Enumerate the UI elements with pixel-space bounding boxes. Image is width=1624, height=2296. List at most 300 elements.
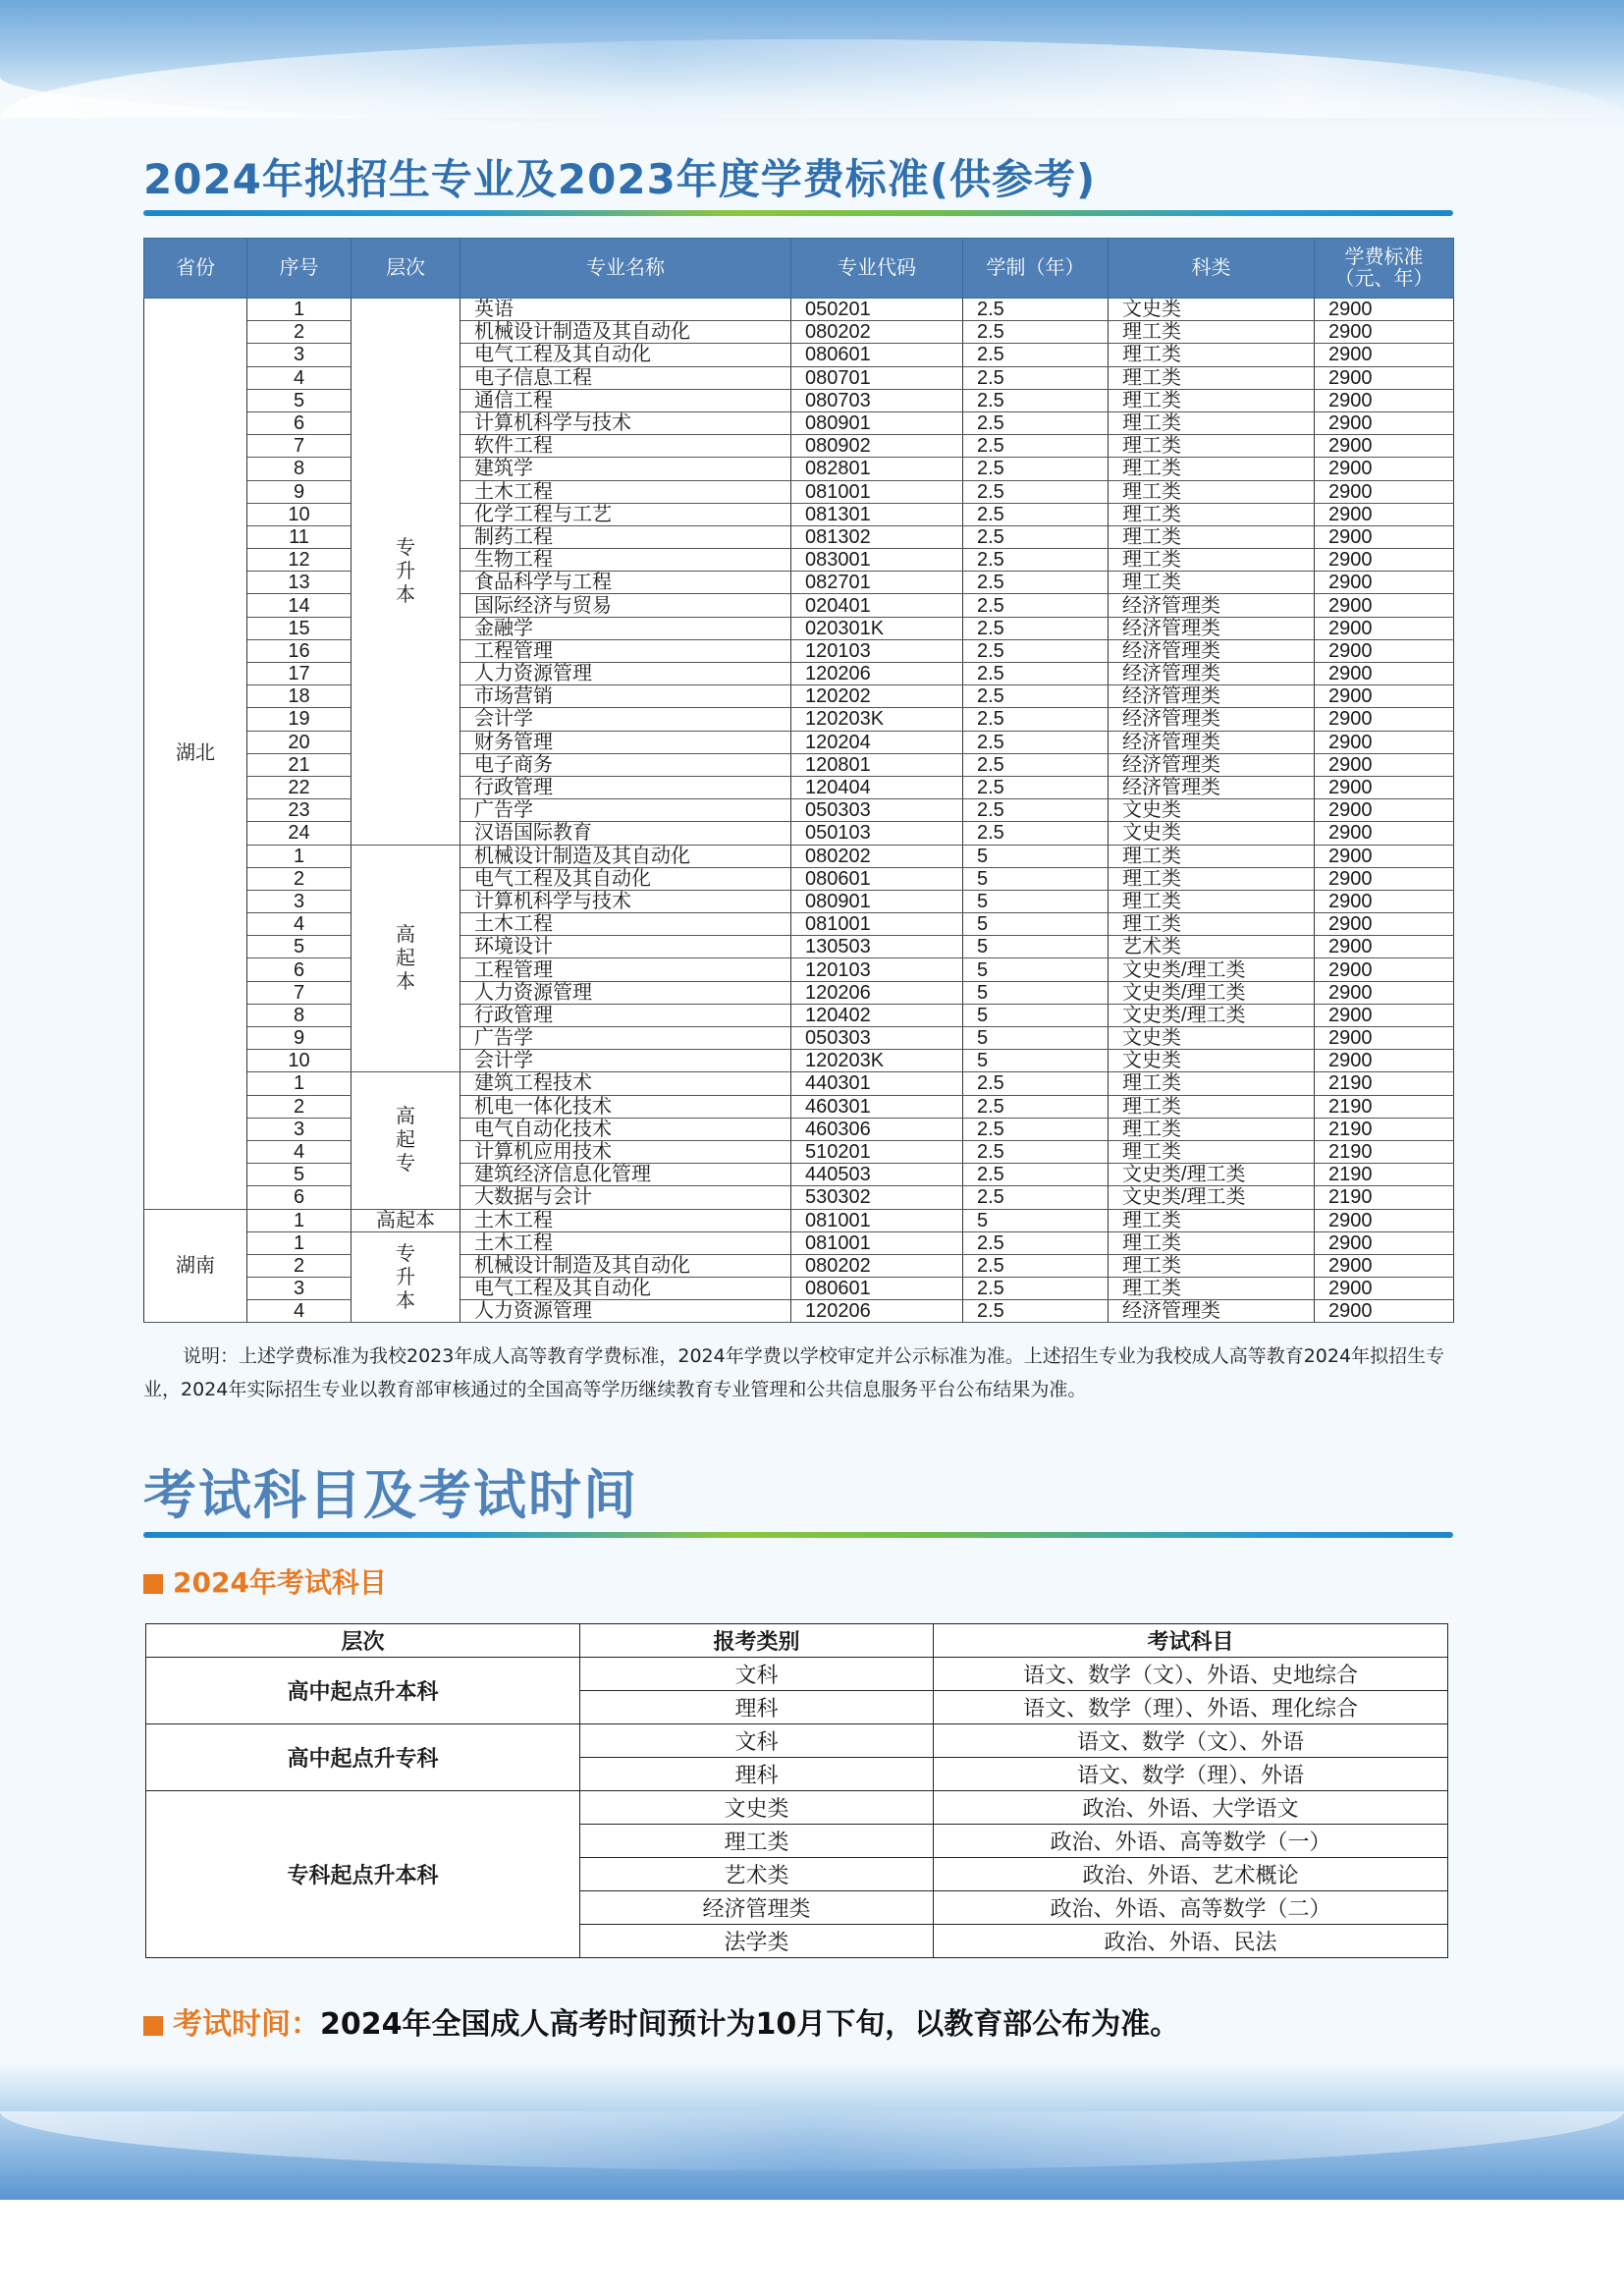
major-code-cell: 081001 xyxy=(791,1209,963,1231)
major-code-cell: 050303 xyxy=(791,799,963,822)
tuition-cell: 2900 xyxy=(1315,503,1454,525)
major-code-cell: 080902 xyxy=(791,435,963,458)
duration-cell: 2.5 xyxy=(963,1072,1109,1095)
table-row xyxy=(146,1658,1448,1691)
seq-cell: 4 xyxy=(247,913,352,936)
major-name-cell: 软件工程 xyxy=(460,435,791,458)
major-name-cell: 机械设计制造及其自动化 xyxy=(460,1254,791,1277)
category-cell: 理工类 xyxy=(1109,1278,1315,1300)
seq-cell: 1 xyxy=(247,845,352,867)
tuition-cell: 2900 xyxy=(1315,321,1454,344)
seq-cell: 5 xyxy=(247,389,352,411)
duration-cell: 2.5 xyxy=(963,411,1109,434)
column-header: 报考类别 xyxy=(580,1624,934,1658)
duration-cell: 2.5 xyxy=(963,617,1109,639)
major-name-cell: 土木工程 xyxy=(460,1209,791,1231)
category-cell: 法学类 xyxy=(580,1925,934,1958)
major-name-cell: 电子信息工程 xyxy=(460,366,791,389)
table-row xyxy=(144,299,1454,321)
seq-cell: 8 xyxy=(247,1004,352,1026)
table-row xyxy=(144,572,1454,594)
category-cell: 经济管理类 xyxy=(1109,753,1315,776)
column-header: 层次 xyxy=(352,239,460,299)
category-cell: 经济管理类 xyxy=(1109,731,1315,753)
exam-time-text: 2024年全国成人高考时间预计为10月下旬，以教育部公布为准。 xyxy=(320,2007,1180,2042)
table-row xyxy=(144,344,1454,366)
table-row xyxy=(144,708,1454,731)
tuition-cell: 2900 xyxy=(1315,958,1454,981)
major-name-cell: 市场营销 xyxy=(460,685,791,708)
level-cell: 专科起点升本科 xyxy=(146,1791,580,1958)
tuition-cell: 2900 xyxy=(1315,1300,1454,1323)
duration-cell: 2.5 xyxy=(963,525,1109,548)
major-code-cell: 440301 xyxy=(791,1072,963,1095)
table-row xyxy=(144,663,1454,685)
subjects-cell: 语文、数学（理）、外语 xyxy=(934,1758,1448,1791)
table-row xyxy=(144,366,1454,389)
seq-cell: 19 xyxy=(247,708,352,731)
level-cell: 高中起点升本科 xyxy=(146,1658,580,1724)
seq-cell: 3 xyxy=(247,344,352,366)
major-code-cell: 530302 xyxy=(791,1186,963,1209)
seq-cell: 18 xyxy=(247,685,352,708)
major-code-cell: 080601 xyxy=(791,344,963,366)
category-cell: 理工类 xyxy=(1109,572,1315,594)
level-label: 高起专 xyxy=(396,1106,415,1175)
category-cell: 文史类/理工类 xyxy=(1109,1004,1315,1026)
tuition-cell: 2900 xyxy=(1315,890,1454,912)
table-row xyxy=(144,1300,1454,1323)
tuition-table xyxy=(143,238,1454,1323)
seq-cell: 17 xyxy=(247,663,352,685)
seq-cell: 6 xyxy=(247,958,352,981)
major-name-cell: 大数据与会计 xyxy=(460,1186,791,1209)
tuition-cell: 2900 xyxy=(1315,549,1454,572)
tuition-cell: 2900 xyxy=(1315,458,1454,480)
seq-cell: 1 xyxy=(247,1209,352,1231)
table-row xyxy=(146,1724,1448,1758)
major-name-cell: 工程管理 xyxy=(460,958,791,981)
category-cell: 文史类/理工类 xyxy=(1109,1164,1315,1186)
seq-cell: 2 xyxy=(247,1254,352,1277)
column-header: 科类 xyxy=(1109,239,1315,299)
major-code-cell: 120103 xyxy=(791,639,963,662)
tuition-cell: 2190 xyxy=(1315,1164,1454,1186)
major-name-cell: 工程管理 xyxy=(460,639,791,662)
table-row xyxy=(144,845,1454,867)
major-name-cell: 汉语国际教育 xyxy=(460,822,791,845)
seq-cell: 13 xyxy=(247,572,352,594)
column-header: 省份 xyxy=(144,239,247,299)
major-name-cell: 机械设计制造及其自动化 xyxy=(460,845,791,867)
tuition-cell: 2900 xyxy=(1315,525,1454,548)
category-cell: 理工类 xyxy=(580,1825,934,1858)
major-code-cell: 120202 xyxy=(791,685,963,708)
category-cell: 经济管理类 xyxy=(1109,663,1315,685)
category-cell: 理工类 xyxy=(1109,1095,1315,1118)
table-row xyxy=(144,1164,1454,1186)
category-cell: 理工类 xyxy=(1109,503,1315,525)
table-row xyxy=(144,867,1454,890)
tuition-cell: 2900 xyxy=(1315,344,1454,366)
major-code-cell: 081301 xyxy=(791,503,963,525)
title-underline xyxy=(143,210,1453,216)
category-cell: 文科 xyxy=(580,1658,934,1691)
table-row xyxy=(144,958,1454,981)
category-cell: 经济管理类 xyxy=(1109,617,1315,639)
table-row xyxy=(144,594,1454,617)
major-code-cell: 120206 xyxy=(791,981,963,1004)
category-cell: 文史类 xyxy=(1109,299,1315,321)
table-row xyxy=(144,1004,1454,1026)
tuition-cell: 2190 xyxy=(1315,1118,1454,1140)
tuition-cell: 2900 xyxy=(1315,663,1454,685)
duration-cell: 2.5 xyxy=(963,1300,1109,1323)
major-code-cell: 020401 xyxy=(791,594,963,617)
major-name-cell: 电气工程及其自动化 xyxy=(460,867,791,890)
major-name-cell: 土木工程 xyxy=(460,480,791,503)
major-name-cell: 化学工程与工艺 xyxy=(460,503,791,525)
duration-cell: 2.5 xyxy=(963,753,1109,776)
tuition-cell: 2900 xyxy=(1315,1004,1454,1026)
tuition-cell: 2900 xyxy=(1315,1209,1454,1231)
table-row xyxy=(144,731,1454,753)
seq-cell: 12 xyxy=(247,549,352,572)
tuition-cell: 2190 xyxy=(1315,1072,1454,1095)
major-name-cell: 电子商务 xyxy=(460,753,791,776)
category-cell: 理工类 xyxy=(1109,890,1315,912)
category-cell: 理工类 xyxy=(1109,1072,1315,1095)
major-code-cell: 081302 xyxy=(791,525,963,548)
seq-cell: 24 xyxy=(247,822,352,845)
major-code-cell: 020301K xyxy=(791,617,963,639)
category-cell: 理工类 xyxy=(1109,366,1315,389)
major-name-cell: 国际经济与贸易 xyxy=(460,594,791,617)
major-name-cell: 土木工程 xyxy=(460,913,791,936)
tuition-cell: 2900 xyxy=(1315,572,1454,594)
table-row xyxy=(144,480,1454,503)
subjects-cell: 政治、外语、大学语文 xyxy=(934,1791,1448,1825)
seq-cell: 4 xyxy=(247,1140,352,1163)
major-code-cell: 130503 xyxy=(791,936,963,958)
major-code-cell: 120801 xyxy=(791,753,963,776)
category-cell: 艺术类 xyxy=(580,1858,934,1891)
seq-cell: 16 xyxy=(247,639,352,662)
duration-cell: 5 xyxy=(963,1027,1109,1050)
major-name-cell: 人力资源管理 xyxy=(460,981,791,1004)
seq-cell: 1 xyxy=(247,1072,352,1095)
duration-cell: 2.5 xyxy=(963,1254,1109,1277)
category-cell: 理工类 xyxy=(1109,1231,1315,1254)
column-header: 专业名称 xyxy=(460,239,791,299)
table-row xyxy=(144,458,1454,480)
major-code-cell: 080202 xyxy=(791,845,963,867)
major-name-cell: 建筑工程技术 xyxy=(460,1072,791,1095)
major-name-cell: 计算机科学与技术 xyxy=(460,890,791,912)
tuition-cell: 2190 xyxy=(1315,1140,1454,1163)
table-row xyxy=(144,639,1454,662)
duration-cell: 5 xyxy=(963,1004,1109,1026)
major-code-cell: 080601 xyxy=(791,867,963,890)
table-row xyxy=(144,617,1454,639)
major-name-cell: 行政管理 xyxy=(460,1004,791,1026)
major-name-cell: 电气工程及其自动化 xyxy=(460,1278,791,1300)
duration-cell: 5 xyxy=(963,890,1109,912)
tuition-cell: 2900 xyxy=(1315,411,1454,434)
major-name-cell: 行政管理 xyxy=(460,776,791,798)
major-name-cell: 计算机应用技术 xyxy=(460,1140,791,1163)
category-cell: 经济管理类 xyxy=(1109,708,1315,731)
duration-cell: 2.5 xyxy=(963,480,1109,503)
category-cell: 文科 xyxy=(580,1724,934,1758)
table-row xyxy=(144,389,1454,411)
category-cell: 理工类 xyxy=(1109,549,1315,572)
tuition-cell: 2900 xyxy=(1315,1254,1454,1277)
table-row xyxy=(144,799,1454,822)
major-name-cell: 广告学 xyxy=(460,799,791,822)
seq-cell: 3 xyxy=(247,1278,352,1300)
duration-cell: 2.5 xyxy=(963,708,1109,731)
major-code-cell: 080202 xyxy=(791,1254,963,1277)
orange-square-icon xyxy=(143,1574,163,1594)
duration-cell: 5 xyxy=(963,913,1109,936)
major-code-cell: 081001 xyxy=(791,480,963,503)
level-label: 高起本 xyxy=(396,923,415,993)
category-cell: 经济管理类 xyxy=(580,1891,934,1925)
tuition-cell: 2190 xyxy=(1315,1095,1454,1118)
major-name-cell: 金融学 xyxy=(460,617,791,639)
table-row xyxy=(144,321,1454,344)
category-cell: 经济管理类 xyxy=(1109,594,1315,617)
seq-cell: 3 xyxy=(247,890,352,912)
category-cell: 理科 xyxy=(580,1691,934,1724)
major-name-cell: 财务管理 xyxy=(460,731,791,753)
tuition-cell: 2900 xyxy=(1315,799,1454,822)
major-name-cell: 建筑经济信息化管理 xyxy=(460,1164,791,1186)
table-row xyxy=(144,776,1454,798)
major-name-cell: 土木工程 xyxy=(460,1231,791,1254)
duration-cell: 2.5 xyxy=(963,1095,1109,1118)
duration-cell: 2.5 xyxy=(963,299,1109,321)
seq-cell: 10 xyxy=(247,503,352,525)
duration-cell: 2.5 xyxy=(963,1164,1109,1186)
seq-cell: 1 xyxy=(247,1231,352,1254)
duration-cell: 2.5 xyxy=(963,1118,1109,1140)
duration-cell: 5 xyxy=(963,845,1109,867)
major-code-cell: 120203K xyxy=(791,708,963,731)
tuition-cell: 2900 xyxy=(1315,913,1454,936)
tuition-cell: 2900 xyxy=(1315,299,1454,321)
tuition-cell: 2900 xyxy=(1315,1278,1454,1300)
major-code-cell: 460306 xyxy=(791,1118,963,1140)
duration-cell: 2.5 xyxy=(963,321,1109,344)
orange-square-icon xyxy=(143,2016,163,2036)
subjects-cell: 政治、外语、高等数学（二） xyxy=(934,1891,1448,1925)
duration-cell: 2.5 xyxy=(963,663,1109,685)
category-cell: 理工类 xyxy=(1109,435,1315,458)
major-name-cell: 计算机科学与技术 xyxy=(460,411,791,434)
major-name-cell: 人力资源管理 xyxy=(460,663,791,685)
table-row xyxy=(144,1209,1454,1231)
category-cell: 理工类 xyxy=(1109,1209,1315,1231)
seq-cell: 14 xyxy=(247,594,352,617)
duration-cell: 5 xyxy=(963,1050,1109,1072)
duration-cell: 2.5 xyxy=(963,731,1109,753)
tuition-cell: 2900 xyxy=(1315,1027,1454,1050)
major-name-cell: 食品科学与工程 xyxy=(460,572,791,594)
duration-cell: 2.5 xyxy=(963,389,1109,411)
major-code-cell: 050201 xyxy=(791,299,963,321)
category-cell: 理工类 xyxy=(1109,913,1315,936)
major-name-cell: 会计学 xyxy=(460,1050,791,1072)
category-cell: 文史类 xyxy=(1109,822,1315,845)
table-row xyxy=(144,1231,1454,1254)
table-row xyxy=(144,1118,1454,1140)
major-code-cell: 080601 xyxy=(791,1278,963,1300)
table-row xyxy=(144,1072,1454,1095)
duration-cell: 2.5 xyxy=(963,503,1109,525)
tuition-cell: 2900 xyxy=(1315,776,1454,798)
tuition-cell: 2900 xyxy=(1315,685,1454,708)
tuition-section-title: 2024年拟招生专业及2023年度学费标准(供参考) xyxy=(143,155,1097,203)
major-code-cell: 080202 xyxy=(791,321,963,344)
major-code-cell: 082801 xyxy=(791,458,963,480)
major-code-cell: 510201 xyxy=(791,1140,963,1163)
category-cell: 文史类 xyxy=(1109,1050,1315,1072)
major-name-cell: 机电一体化技术 xyxy=(460,1095,791,1118)
seq-cell: 3 xyxy=(247,1118,352,1140)
level-cell xyxy=(352,1072,460,1209)
level-cell xyxy=(352,299,460,846)
column-header: 专业代码 xyxy=(791,239,963,299)
seq-cell: 8 xyxy=(247,458,352,480)
exam-section-title: 考试科目及考试时间 xyxy=(143,1464,638,1526)
major-name-cell: 会计学 xyxy=(460,708,791,731)
level-label: 专升本 xyxy=(396,536,415,606)
column-header: 考试科目 xyxy=(934,1624,1448,1658)
tuition-cell: 2900 xyxy=(1315,822,1454,845)
tuition-cell: 2900 xyxy=(1315,731,1454,753)
duration-cell: 2.5 xyxy=(963,435,1109,458)
category-cell: 文史类 xyxy=(1109,799,1315,822)
seq-cell: 2 xyxy=(247,321,352,344)
seq-cell: 6 xyxy=(247,1186,352,1209)
column-header: 层次 xyxy=(146,1624,580,1658)
category-cell: 理工类 xyxy=(1109,321,1315,344)
seq-cell: 23 xyxy=(247,799,352,822)
duration-cell: 2.5 xyxy=(963,458,1109,480)
subjects-cell: 政治、外语、高等数学（一） xyxy=(934,1825,1448,1858)
seq-cell: 2 xyxy=(247,867,352,890)
table-row xyxy=(144,1254,1454,1277)
tuition-cell: 2900 xyxy=(1315,708,1454,731)
seq-cell: 1 xyxy=(247,299,352,321)
subjects-cell: 语文、数学（文）、外语、史地综合 xyxy=(934,1658,1448,1691)
table-row xyxy=(144,525,1454,548)
category-cell: 理工类 xyxy=(1109,845,1315,867)
duration-cell: 2.5 xyxy=(963,822,1109,845)
major-name-cell: 建筑学 xyxy=(460,458,791,480)
category-cell: 理工类 xyxy=(1109,1140,1315,1163)
seq-cell: 11 xyxy=(247,525,352,548)
duration-cell: 2.5 xyxy=(963,776,1109,798)
major-code-cell: 083001 xyxy=(791,549,963,572)
tuition-cell: 2900 xyxy=(1315,1050,1454,1072)
major-code-cell: 460301 xyxy=(791,1095,963,1118)
duration-cell: 5 xyxy=(963,1209,1109,1231)
major-name-cell: 英语 xyxy=(460,299,791,321)
tuition-cell: 2900 xyxy=(1315,480,1454,503)
table-row xyxy=(144,1278,1454,1300)
seq-cell: 20 xyxy=(247,731,352,753)
major-name-cell: 制药工程 xyxy=(460,525,791,548)
table-row xyxy=(144,549,1454,572)
duration-cell: 2.5 xyxy=(963,1231,1109,1254)
category-cell: 经济管理类 xyxy=(1109,1300,1315,1323)
tuition-cell: 2900 xyxy=(1315,936,1454,958)
table-row xyxy=(144,981,1454,1004)
major-name-cell: 机械设计制造及其自动化 xyxy=(460,321,791,344)
category-cell: 文史类/理工类 xyxy=(1109,981,1315,1004)
category-cell: 文史类 xyxy=(1109,1027,1315,1050)
category-cell: 理工类 xyxy=(1109,458,1315,480)
duration-cell: 2.5 xyxy=(963,549,1109,572)
major-name-cell: 生物工程 xyxy=(460,549,791,572)
category-cell: 理工类 xyxy=(1109,1254,1315,1277)
level-label: 高起本 xyxy=(376,1209,435,1231)
subjects-cell: 语文、数学（文）、外语 xyxy=(934,1724,1448,1758)
major-code-cell: 081001 xyxy=(791,913,963,936)
category-cell: 文史类 xyxy=(580,1791,934,1825)
column-header: 序号 xyxy=(247,239,352,299)
level-label: 专升本 xyxy=(396,1242,415,1312)
tuition-cell: 2900 xyxy=(1315,845,1454,867)
category-cell: 理工类 xyxy=(1109,867,1315,890)
major-code-cell: 080703 xyxy=(791,389,963,411)
major-code-cell: 120402 xyxy=(791,1004,963,1026)
table-row xyxy=(144,685,1454,708)
major-code-cell: 120103 xyxy=(791,958,963,981)
seq-cell: 9 xyxy=(247,1027,352,1050)
duration-cell: 5 xyxy=(963,867,1109,890)
tuition-cell: 2900 xyxy=(1315,435,1454,458)
category-cell: 艺术类 xyxy=(1109,936,1315,958)
tuition-cell: 2900 xyxy=(1315,753,1454,776)
seq-cell: 5 xyxy=(247,1164,352,1186)
major-code-cell: 080901 xyxy=(791,411,963,434)
table-row xyxy=(144,936,1454,958)
exam-subjects-subtitle: 2024年考试科目 xyxy=(143,1561,387,1601)
category-cell: 理工类 xyxy=(1109,389,1315,411)
tuition-cell: 2900 xyxy=(1315,594,1454,617)
major-name-cell: 人力资源管理 xyxy=(460,1300,791,1323)
tuition-cell: 2900 xyxy=(1315,981,1454,1004)
major-code-cell: 050103 xyxy=(791,822,963,845)
level-cell xyxy=(352,1209,460,1231)
exam-time-label: 考试时间： xyxy=(173,2007,320,2042)
category-cell: 理工类 xyxy=(1109,411,1315,434)
level-cell xyxy=(352,1231,460,1323)
major-code-cell: 082701 xyxy=(791,572,963,594)
major-name-cell: 电气自动化技术 xyxy=(460,1118,791,1140)
tuition-cell: 2900 xyxy=(1315,867,1454,890)
seq-cell: 10 xyxy=(247,1050,352,1072)
category-cell: 理工类 xyxy=(1109,344,1315,366)
table-row xyxy=(144,913,1454,936)
duration-cell: 2.5 xyxy=(963,344,1109,366)
duration-cell: 2.5 xyxy=(963,799,1109,822)
province-cell: 湖北 xyxy=(144,299,247,1210)
